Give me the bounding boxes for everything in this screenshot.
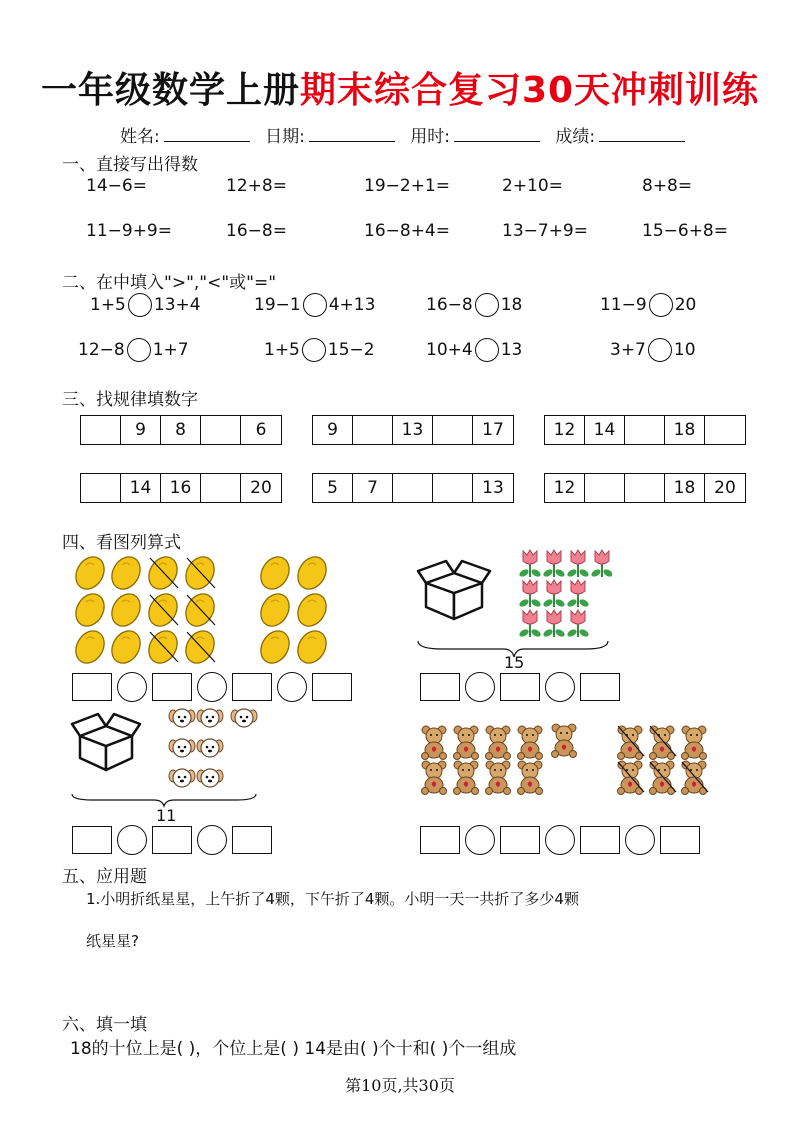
answer-circle[interactable] bbox=[127, 338, 151, 362]
seq-cell[interactable] bbox=[81, 474, 121, 502]
brace-2 bbox=[72, 794, 256, 806]
number-sequence bbox=[312, 473, 514, 503]
seq-cell[interactable] bbox=[81, 416, 121, 444]
tulips-group bbox=[518, 550, 612, 638]
operator-circle[interactable] bbox=[117, 672, 147, 702]
answer-circle[interactable] bbox=[303, 293, 327, 317]
compare-left: 12−8 bbox=[78, 340, 125, 360]
compare-item bbox=[254, 293, 375, 317]
seq-cell[interactable]: 20 bbox=[250, 478, 272, 498]
equation: 14−6= bbox=[86, 176, 147, 196]
operator-circle[interactable] bbox=[117, 825, 147, 855]
answer-box[interactable] bbox=[500, 826, 540, 854]
number-sequence bbox=[80, 473, 282, 503]
compare-left: 10+4 bbox=[426, 340, 473, 360]
answer-box[interactable] bbox=[500, 673, 540, 701]
total-label-1: 15 bbox=[504, 653, 525, 672]
seq-cell[interactable]: 18 bbox=[665, 474, 705, 502]
equation: 16−8= bbox=[226, 221, 287, 241]
answer-box[interactable] bbox=[420, 673, 460, 701]
time-label: 用时: bbox=[410, 127, 451, 147]
seq-cell[interactable] bbox=[625, 416, 665, 444]
compare-right: 13 bbox=[500, 340, 523, 360]
compare-left: 1+5 bbox=[264, 340, 300, 360]
number-sequence bbox=[80, 415, 282, 445]
answer-circle[interactable] bbox=[128, 293, 152, 317]
seq-cell[interactable]: 9 bbox=[121, 416, 161, 444]
compare-item bbox=[78, 338, 189, 362]
operator-circle[interactable] bbox=[545, 672, 575, 702]
operator-circle[interactable] bbox=[545, 825, 575, 855]
equation: 13−7+9= bbox=[502, 221, 588, 241]
total-label-2: 11 bbox=[156, 806, 177, 825]
seq-cell[interactable]: 6 bbox=[255, 420, 267, 440]
seq-cell[interactable] bbox=[705, 416, 745, 444]
section-3-heading: 三、找规律填数字 bbox=[62, 390, 198, 410]
seq-cell[interactable]: 13 bbox=[393, 416, 433, 444]
seq-cell[interactable]: 18 bbox=[665, 416, 705, 444]
operator-circle[interactable] bbox=[465, 825, 495, 855]
equation: 15−6+8= bbox=[642, 221, 728, 241]
seq-cell[interactable] bbox=[433, 474, 473, 502]
score-label: 成绩: bbox=[555, 127, 596, 147]
word-problem-line-1: 1.小明折纸星星，上午折了4颗，下午折了4颗。小明一天一共折了多少4颗 bbox=[86, 890, 579, 908]
compare-item bbox=[90, 293, 201, 317]
answer-box[interactable] bbox=[232, 673, 272, 701]
section-1-heading: 一、直接写出得数 bbox=[62, 155, 198, 175]
answer-box[interactable] bbox=[72, 673, 112, 701]
time-blank[interactable] bbox=[454, 127, 540, 142]
seq-cell[interactable] bbox=[393, 474, 433, 502]
compare-item bbox=[264, 338, 375, 362]
compare-item bbox=[610, 338, 696, 362]
puppies-group bbox=[169, 709, 257, 787]
answer-box[interactable] bbox=[580, 826, 620, 854]
page-title bbox=[0, 62, 800, 113]
compare-right: 20 bbox=[674, 295, 697, 315]
compare-right: 1+7 bbox=[152, 340, 189, 360]
bears-group-left bbox=[422, 724, 577, 795]
operator-circle[interactable] bbox=[465, 672, 495, 702]
compare-right: 10 bbox=[673, 340, 696, 360]
answer-box[interactable] bbox=[152, 673, 192, 701]
section-2-heading: 二、在中填入">","<"或"=" bbox=[62, 273, 277, 293]
answer-box[interactable] bbox=[72, 826, 112, 854]
compare-left: 19−1 bbox=[254, 295, 301, 315]
name-label: 姓名: bbox=[120, 127, 160, 147]
word-problem-line-2: 纸星星? bbox=[86, 932, 139, 950]
student-info-line bbox=[120, 122, 695, 147]
equation: 11−9+9= bbox=[86, 221, 172, 241]
equation: 16−8+4= bbox=[364, 221, 450, 241]
equation: 2+10= bbox=[502, 176, 563, 196]
compare-left: 16−8 bbox=[426, 295, 473, 315]
compare-item bbox=[600, 293, 696, 317]
compare-left: 1+5 bbox=[90, 295, 126, 315]
date-blank[interactable] bbox=[309, 127, 395, 142]
compare-item bbox=[426, 293, 522, 317]
answer-circle[interactable] bbox=[649, 293, 673, 317]
seq-cell[interactable]: 17 bbox=[482, 420, 504, 440]
operator-circle[interactable] bbox=[197, 672, 227, 702]
answer-row-4 bbox=[420, 825, 700, 855]
bears-group-crossed bbox=[618, 726, 709, 795]
seq-cell[interactable] bbox=[625, 474, 665, 502]
score-blank[interactable] bbox=[599, 127, 685, 142]
operator-circle[interactable] bbox=[197, 825, 227, 855]
answer-row-2 bbox=[420, 672, 620, 702]
box-icon bbox=[72, 714, 140, 770]
seq-cell[interactable]: 9 bbox=[313, 416, 353, 444]
number-sequence bbox=[544, 473, 746, 503]
seq-cell[interactable]: 16 bbox=[161, 474, 201, 502]
section-6-heading: 六、填一填 bbox=[62, 1015, 147, 1035]
compare-item bbox=[426, 338, 522, 362]
seq-cell[interactable] bbox=[353, 416, 393, 444]
seq-cell[interactable] bbox=[201, 474, 241, 502]
answer-box[interactable] bbox=[152, 826, 192, 854]
compare-right: 13+4 bbox=[153, 295, 201, 315]
answer-box[interactable] bbox=[312, 673, 352, 701]
answer-circle[interactable] bbox=[475, 338, 499, 362]
seq-cell[interactable]: 14 bbox=[121, 474, 161, 502]
answer-circle[interactable] bbox=[648, 338, 672, 362]
lemon-group-1 bbox=[70, 553, 146, 668]
teddy-bears-picture bbox=[418, 722, 718, 798]
answer-circle[interactable] bbox=[302, 338, 326, 362]
lemon-group-crossed bbox=[143, 553, 220, 668]
date-label: 日期: bbox=[265, 127, 305, 147]
compare-left: 11−9 bbox=[600, 295, 647, 315]
seq-cell[interactable] bbox=[201, 416, 241, 444]
section-5-heading: 五、应用题 bbox=[62, 867, 147, 887]
seq-cell[interactable]: 13 bbox=[482, 478, 504, 498]
answer-box[interactable] bbox=[660, 826, 700, 854]
compare-right: 4+13 bbox=[328, 295, 376, 315]
box-and-puppies-picture bbox=[66, 700, 266, 808]
answer-box[interactable] bbox=[232, 826, 272, 854]
answer-row-1 bbox=[72, 672, 352, 702]
number-sequence bbox=[544, 415, 746, 445]
seq-cell[interactable]: 20 bbox=[714, 478, 736, 498]
answer-box[interactable] bbox=[580, 673, 620, 701]
seq-cell[interactable] bbox=[433, 416, 473, 444]
section-4-heading: 四、看图列算式 bbox=[62, 533, 181, 553]
answer-circle[interactable] bbox=[475, 293, 499, 317]
box-icon bbox=[418, 561, 490, 619]
seq-cell[interactable]: 12 bbox=[545, 474, 585, 502]
seq-cell[interactable]: 5 bbox=[313, 474, 353, 502]
answer-row-3 bbox=[72, 825, 272, 855]
answer-box[interactable] bbox=[420, 826, 460, 854]
compare-right: 15−2 bbox=[327, 340, 375, 360]
equation: 12+8= bbox=[226, 176, 287, 196]
title-part-2: 期末综合复习30天冲刺训练 bbox=[299, 70, 760, 111]
compare-right: 18 bbox=[500, 295, 523, 315]
seq-cell[interactable]: 7 bbox=[353, 474, 393, 502]
seq-cell[interactable]: 8 bbox=[161, 416, 201, 444]
title-part-1: 一年级数学上册 bbox=[40, 70, 300, 111]
name-blank[interactable] bbox=[164, 127, 250, 142]
compare-left: 3+7 bbox=[610, 340, 646, 360]
page-number: 第10页,共30页 bbox=[345, 1076, 455, 1095]
number-sequence bbox=[312, 415, 514, 445]
seq-cell[interactable]: 12 bbox=[545, 416, 585, 444]
seq-cell[interactable] bbox=[585, 474, 625, 502]
lemon-group-2 bbox=[255, 553, 332, 668]
operator-circle[interactable] bbox=[277, 672, 307, 702]
lemons-picture bbox=[70, 553, 340, 668]
equation: 19−2+1= bbox=[364, 176, 450, 196]
seq-cell[interactable]: 14 bbox=[585, 416, 625, 444]
equation: 8+8= bbox=[642, 176, 693, 196]
fill-in-line: 18的十位上是( )，个位上是( ) 14是由( )个十和( )个一组成 bbox=[70, 1039, 517, 1059]
operator-circle[interactable] bbox=[625, 825, 655, 855]
